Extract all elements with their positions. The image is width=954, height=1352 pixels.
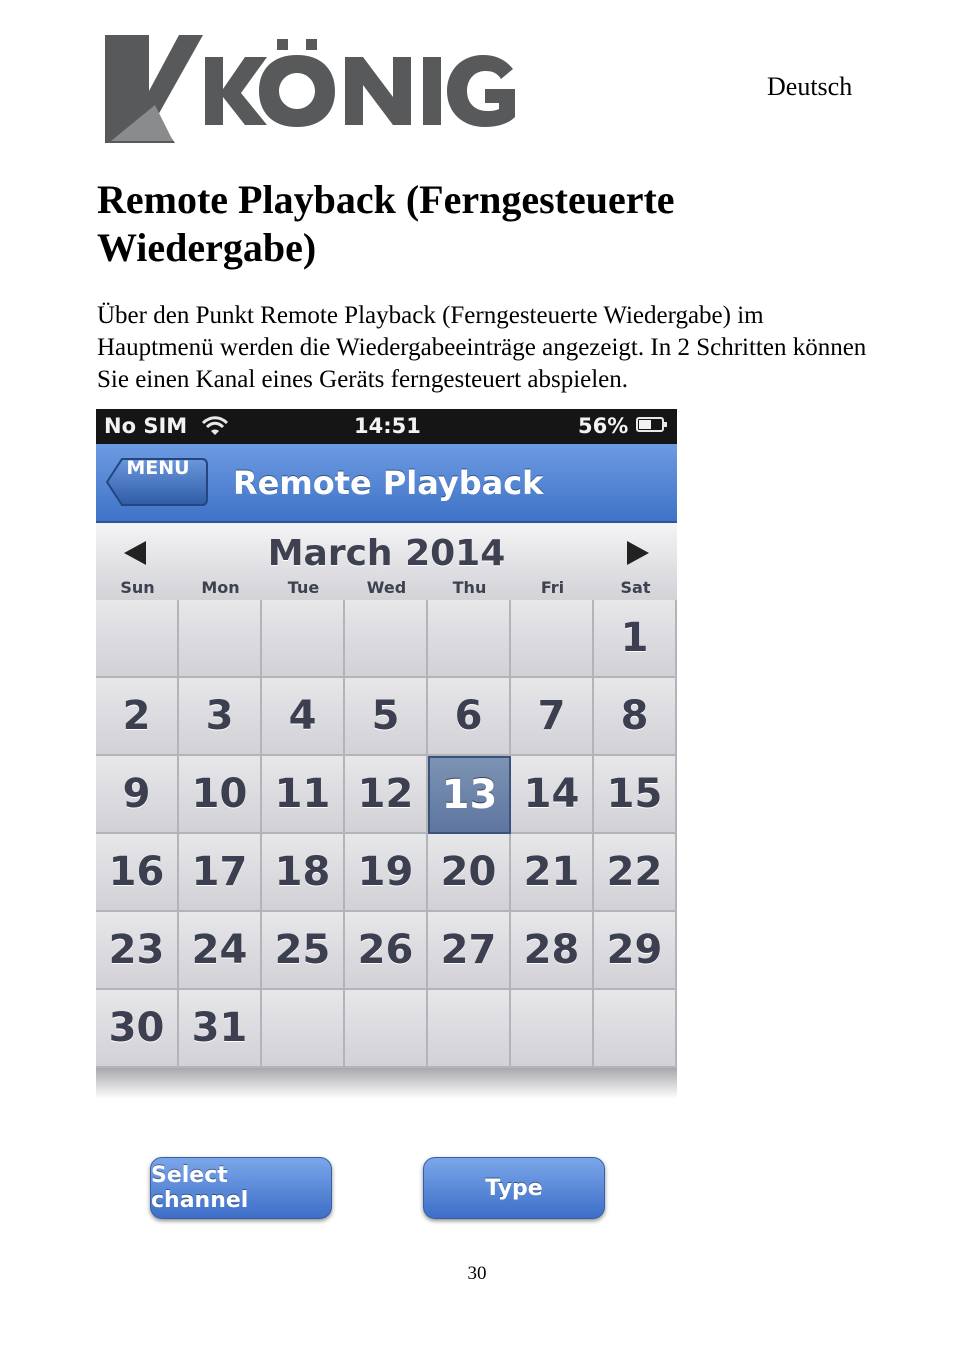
calendar-day[interactable]: 22 [594,834,677,912]
calendar-day[interactable]: 28 [511,912,594,990]
calendar-grid [96,600,677,1068]
nav-bar [96,444,677,523]
weekday-label: Mon [201,578,240,597]
calendar-day[interactable]: 11 [262,756,345,834]
calendar-empty-cell [345,600,428,678]
status-time: 14:51 [354,414,421,438]
calendar-day[interactable]: 9 [96,756,179,834]
weekday-label: Thu [452,578,487,597]
calendar-empty-cell [262,990,345,1068]
calendar-day[interactable]: 20 [428,834,511,912]
calendar-day[interactable]: 30 [96,990,179,1068]
phone-screenshot [96,409,677,1099]
calendar-empty-cell [594,990,677,1068]
calendar-empty-cell [345,990,428,1068]
weekday-label: Fri [540,578,565,597]
battery-fill [639,420,651,429]
calendar-day[interactable]: 2 [96,678,179,756]
weekday-row [96,578,677,598]
month-title: March 2014 [267,533,506,574]
calendar-day[interactable]: 24 [179,912,262,990]
next-month-arrow-icon[interactable] [627,541,649,565]
calendar-day[interactable]: 21 [511,834,594,912]
calendar-empty-cell [428,990,511,1068]
weekday-label: Tue [287,578,320,597]
page-number: 30 [467,1263,487,1284]
calendar-day[interactable]: 26 [345,912,428,990]
calendar-empty-cell [96,600,179,678]
calendar-day[interactable]: 29 [594,912,677,990]
calendar-day[interactable]: 16 [96,834,179,912]
konig-logo [97,33,517,145]
calendar-day[interactable]: 8 [594,678,677,756]
select-channel-button[interactable]: Select channel [150,1157,332,1219]
type-button[interactable]: Type [423,1157,605,1219]
intro-paragraph: Über den Punkt Remote Playback (Ferngesteuerte Wiedergabe) im Hauptmenü werden die Wiedergabeeinträge angezeigt. In 2 Schritten können Sie einen Kanal eines Geräts ferngesteuert abspielen. [97,302,867,393]
status-bar [96,409,677,444]
calendar-header [96,523,677,601]
calendar-day-selected[interactable]: 13 [428,756,511,834]
calendar-empty-cell [511,990,594,1068]
calendar-day[interactable]: 17 [179,834,262,912]
weekday-label: Wed [366,578,407,597]
calendar-day[interactable]: 18 [262,834,345,912]
carrier-label: No SIM [104,414,188,438]
calendar-day[interactable]: 27 [428,912,511,990]
language-label: Deutsch [767,72,853,101]
weekday-label: Sat [620,578,651,597]
calendar-day[interactable]: 25 [262,912,345,990]
menu-back-label: MENU [126,457,190,479]
wifi-icon [201,415,229,437]
calendar-empty-cell [511,600,594,678]
calendar-day[interactable]: 7 [511,678,594,756]
prev-month-arrow-icon[interactable] [124,541,146,565]
battery-icon [636,417,664,432]
calendar-day[interactable]: 12 [345,756,428,834]
calendar-empty-cell [428,600,511,678]
calendar-day[interactable]: 3 [179,678,262,756]
calendar-day[interactable]: 14 [511,756,594,834]
calendar-day[interactable]: 1 [594,600,677,678]
calendar-empty-cell [262,600,345,678]
calendar-bottom-shadow [96,1068,677,1099]
page-title: Remote Playback (Ferngesteuerte Wiedergabe) [97,177,675,270]
calendar-day[interactable]: 6 [428,678,511,756]
calendar-day[interactable]: 15 [594,756,677,834]
weekday-label: Sun [120,578,155,597]
calendar-day[interactable]: 19 [345,834,428,912]
calendar-day[interactable]: 10 [179,756,262,834]
calendar-day[interactable]: 5 [345,678,428,756]
calendar-day[interactable]: 31 [179,990,262,1068]
calendar-day[interactable]: 4 [262,678,345,756]
calendar-empty-cell [179,600,262,678]
calendar-day[interactable]: 23 [96,912,179,990]
battery-percent: 56% [578,414,629,438]
screen-title: Remote Playback [233,464,544,502]
